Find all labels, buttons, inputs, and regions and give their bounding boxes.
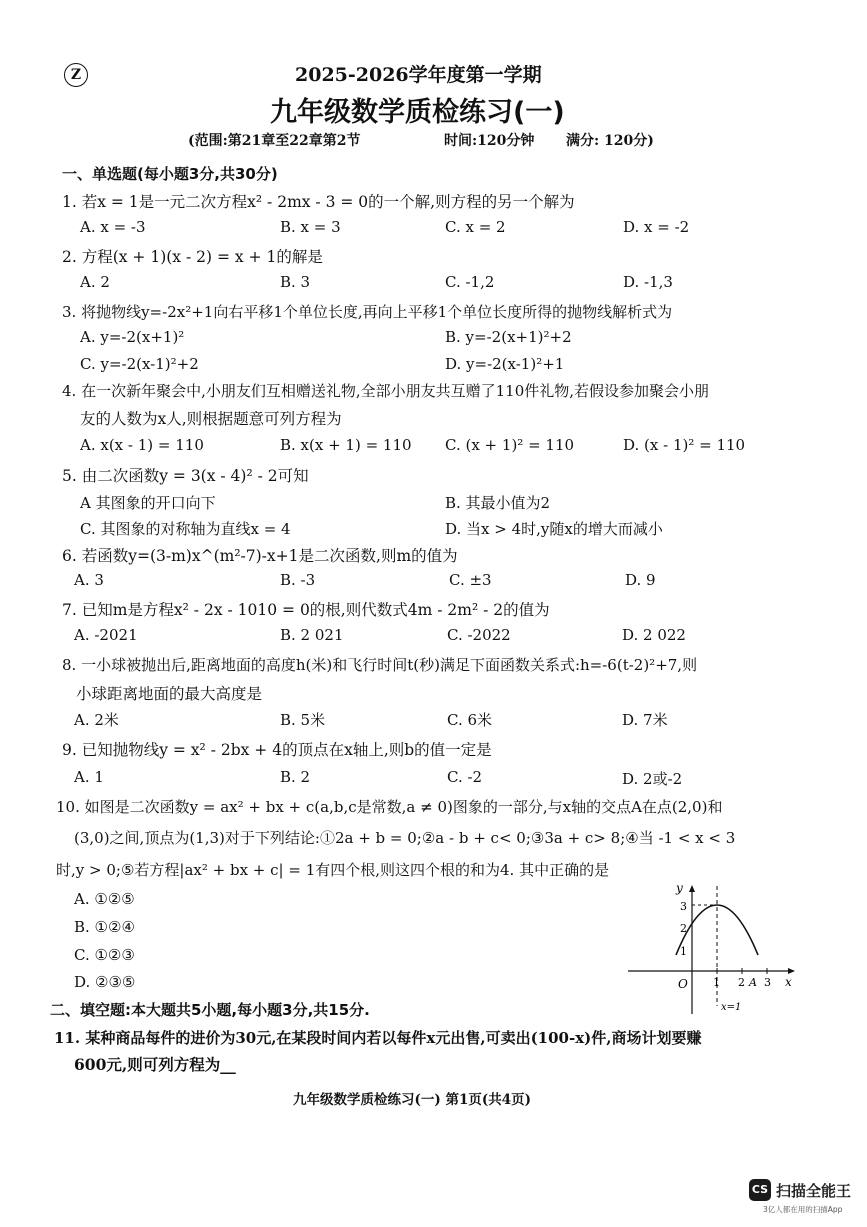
question-8-stem-line-1: 8. 一小球被抛出后,距离地面的高度h(米)和飞行时间t(秒)满足下面函数关系式:h=-6(t-2)²+7,则 [62,656,698,674]
question-5-option-c: C. 其图象的对称轴为直线x = 4 [80,520,291,538]
scanner-logo-icon: CS [749,1179,771,1201]
question-5-option-a: A 其图象的开口向下 [80,494,216,512]
question-1-stem: 1. 若x = 1是一元二次方程x² - 2mx - 3 = 0的一个解,则方程的另一个解为 [62,193,575,211]
question-11-stem-line-1: 11. 某种商品每件的进价为30元,在某段时间内若以每件x元出售,可卖出(100-x)件,商场计划要赚 [54,1029,702,1047]
question-10-option-d: D. ②③⑤ [74,973,136,991]
exam-scope: (范围:第21章至22章第2节 [188,133,361,149]
question-3-option-d: D. y=-2(x-1)²+1 [445,355,565,373]
question-4-stem-line-1: 4. 在一次新年聚会中,小朋友们互相赠送礼物,全部小朋友共互赠了110件礼物,若假设参加聚会小朋 [62,382,710,400]
question-8-option-d: D. 7米 [622,711,668,729]
question-6-option-a: A. 3 [74,571,104,589]
question-9-stem: 9. 已知抛物线y = x² - 2bx + 4的顶点在x轴上,则b的值一定是 [62,741,492,759]
question-10-stem-line-3: 时,y > 0;⑤若方程|ax² + bx + c| = 1有四个根,则这四个根的和为4. 其中正确的是 [56,861,610,879]
question-11-stem-line-2: 600元,则可列方程为__ [74,1055,236,1074]
exam-time: 时间:120分钟 [444,133,535,149]
scanner-tagline: 3亿人都在用的扫描App [763,1205,843,1214]
question-9-option-a: A. 1 [74,768,104,786]
question-4-stem-line-2: 友的人数为x人,则根据题意可列方程为 [80,410,342,428]
question-3-option-b: B. y=-2(x+1)²+2 [445,328,572,346]
scanner-app-name: 扫描全能王 [776,1182,852,1200]
y-axis-label: y [676,881,683,895]
question-6-option-d: D. 9 [625,571,656,589]
version-mark: Z [64,63,88,87]
question-2-option-a: A. 2 [80,273,110,291]
question-2-option-d: D. -1,3 [623,273,673,291]
question-1-option-c: C. x = 2 [445,218,506,236]
x-tick-label-3: 3 [764,976,771,989]
question-5-stem: 5. 由二次函数y = 3(x - 4)² - 2可知 [62,467,309,485]
y-tick-label-2: 2 [680,922,687,935]
question-5-option-d: D. 当x > 4时,y随x的增大而减小 [445,520,663,538]
question-1-option-b: B. x = 3 [280,218,341,236]
section-heading-fill: 二、填空题:本大题共5小题,每小题3分,共15分. [50,1001,370,1019]
question-2-option-c: C. -1,2 [445,273,495,291]
question-8-option-c: C. 6米 [447,711,493,729]
question-4-option-a: A. x(x - 1) = 110 [80,436,204,454]
question-7-option-c: C. -2022 [447,626,511,644]
question-7-option-a: A. -2021 [74,626,138,644]
question-6-option-c: C. ±3 [449,571,492,589]
x-tick-label-1: 1 [713,976,720,989]
x-axis-arrow [788,968,795,974]
question-8-option-b: B. 5米 [280,711,326,729]
question-3-option-a: A. y=-2(x+1)² [80,328,185,346]
question-2-option-b: B. 3 [280,273,311,291]
y-tick-label-1: 1 [680,945,687,958]
question-2-stem: 2. 方程(x + 1)(x - 2) = x + 1的解是 [62,248,323,266]
question-7-option-d: D. 2 022 [622,626,686,644]
question-9-option-b: B. 2 [280,768,311,786]
question-1-option-d: D. x = -2 [623,218,690,236]
exam-score: 满分: 120分) [566,133,654,149]
question-9-option-d: D. 2或-2 [622,770,683,788]
x-axis-label: x [785,975,792,989]
question-8-stem-line-2: 小球距离地面的最大高度是 [76,685,263,703]
question-7-stem: 7. 已知m是方程x² - 2x - 1010 = 0的根,则代数式4m - 2m² - 2的值为 [62,601,550,619]
section-heading-choice: 一、单选题(每小题3分,共30分) [62,165,278,183]
question-5-option-b: B. 其最小值为2 [445,494,551,512]
point-a-label: A [749,976,757,989]
symmetry-axis-label: x=1 [721,1002,742,1013]
parabola-graph [625,876,800,1016]
y-tick-label-3: 3 [680,900,687,913]
question-10-option-c: C. ①②③ [74,946,135,964]
question-3-option-c: C. y=-2(x-1)²+2 [80,355,199,373]
page-footer: 九年级数学质检练习(一) 第1页(共4页) [293,1092,532,1108]
question-4-option-d: D. (x - 1)² = 110 [623,436,746,454]
question-10-option-b: B. ①②④ [74,918,135,936]
question-6-stem: 6. 若函数y=(3-m)x^(m²-7)-x+1是二次函数,则m的值为 [62,547,458,565]
question-1-option-a: A. x = -3 [80,218,146,236]
question-6-option-b: B. -3 [280,571,316,589]
x-tick-label-2: 2 [738,976,745,989]
question-3-stem: 3. 将抛物线y=-2x²+1向右平移1个单位长度,再向上平移1个单位长度所得的抛物线解析式为 [62,303,673,321]
question-10-stem-line-1: 10. 如图是二次函数y = ax² + bx + c(a,b,c是常数,a ≠ 0)图象的一部分,与x轴的交点A在点(2,0)和 [56,798,723,816]
page-title: 九年级数学质检练习(一) [270,97,565,128]
question-4-option-c: C. (x + 1)² = 110 [445,436,575,454]
question-8-option-a: A. 2米 [74,711,119,729]
origin-label: O [678,977,688,991]
question-9-option-c: C. -2 [447,768,483,786]
question-7-option-b: B. 2 021 [280,626,344,644]
term-title: 2025-2026学年度第一学期 [295,64,542,86]
y-axis-arrow [689,885,695,892]
question-10-stem-line-2: (3,0)之间,顶点为(1,3)对于下列结论:①2a + b = 0;②a - b + c< 0;③3a + c> 8;④当 -1 < x < 3 [74,829,736,847]
question-4-option-b: B. x(x + 1) = 110 [280,436,412,454]
question-10-option-a: A. ①②⑤ [74,890,135,908]
